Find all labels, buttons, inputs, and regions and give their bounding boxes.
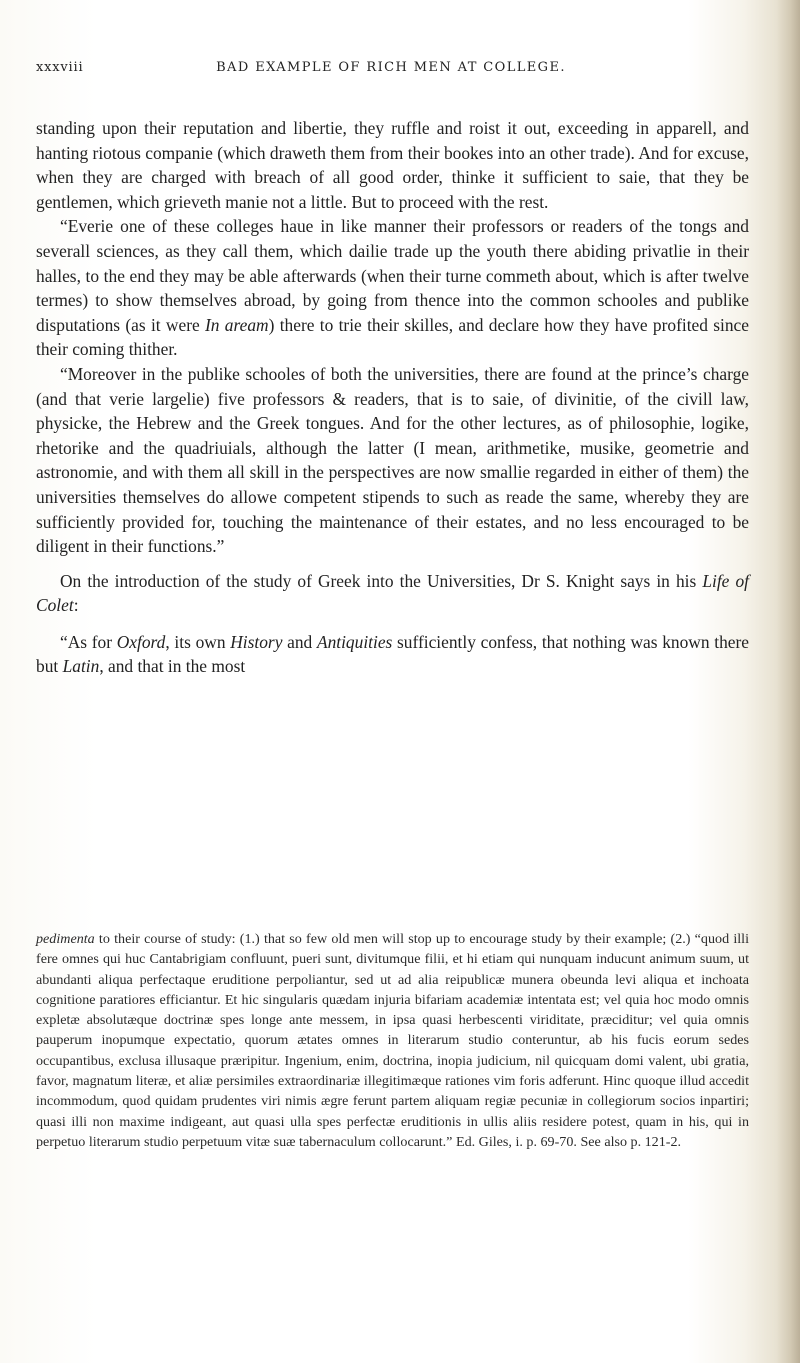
page-number: xxxviii [36,60,84,75]
paragraph-4-text-b: : [73,595,79,616]
paragraph-5 [36,630,749,679]
paragraph-2 [36,214,749,362]
footnote-italic-lead: pedimenta [36,931,95,947]
footnote-text: to their course of study: (1.) that so few old men will stop up to encourage study by their example; (2.) “quod illi fere omnes qui huc Cantabrigiam confluunt, pueri sunt, divitumque filii, et hi etiam qui nunquam inducunt animum suum, ut abundanti aliqua perfectaque eruditione perpoliantur, sed ut ad alia reipublicæ munera obeunda levi aliqua et inchoata cognitione paratiores efficiantur. Et hic singularis quædam injuria bifariam academiæ intentata est; vel quia hoc modo omnis expletæ absolutæque doctrinæ spes longe ante messem, in ipsa quasi herbescenti viriditate, præciditur; vel quia omnis pauperum inopumque expectatio, quorum ætates omnes in literarum studio conteruntur, ab his fucis eorum sedes occupantibus, exclusa illusaque præripitur. Ingenium, enim, doctrina, inopia judicium, nil quicquam domi valent, ubi gratia, favor, magnatum literæ, et aliæ persimiles extraordinariæ illegitimæque rationes vim foris adferunt. Hinc quoque illud accedit incommodum, quod quidam prudentes viri nimis ægre ferunt partem aliquam regiæ pecuniæ in collegiorum socios inpartiri; quasi illi non maxime indigeant, aut quasi ulla spes perfectæ eruditionis in ullis aliis residere potest, quam in his, qui in perpetuo literarum studio perpetuum vitæ suæ tabernaculum collocarunt.” Ed. Giles, i. p. 69-70. See also p. 121-2. [36,931,749,1150]
p5-d: sufficiently confess, that nothing was known there but [36,631,750,677]
paragraph-4-italic: Life of Colet [36,570,749,616]
p5-a: “As for [60,631,117,652]
p5-oxford: Oxford [116,631,166,652]
paragraph-3: “Moreover in the publike schooles of both the universities, there are found at the prince’s charge (and that verie largelie) five professors & readers, that is to saie, of divinitie, of the civill law, physicke, the Hebrew and the Greek tongues. And for the other lectures, as of philosophie, logike, rhetorike and the quadriuials, although the latter (I mean, arithmetike, musike, geometrie and astronomie, and with them all skill in the perspectives are now smallie regarded in either of them) the universities themselves do allowe competent stipends to such as reade the same, whereby they are sufficiently provided for, touching the maintenance of their estates, and no less encouraged to be diligent in their functions.” [36,363,749,557]
p5-c: and [282,631,317,652]
paragraph-4-text-a: On the introduction of the study of Greek into the Universities, Dr S. Knight says in his [60,570,703,591]
paragraph-2-text-a: “Everie one of these colleges haue in like manner their professors or readers of the tongs and severall sciences, as they call them, which dailie trade up the youth there abiding privatlie in their halles, to the end they may be able afterwards (when their turne commeth about, which is after twelve termes) to show themselves abroad, by going from thence into the common schooles and publike disputations (as it were [36,216,749,335]
main-text [36,116,749,679]
page-edge-shadow [776,0,800,1363]
page-header [36,60,746,82]
footnote-paragraph [36,929,749,1152]
p5-e: , and that in the most [99,656,246,677]
p5-antiquities: Antiquities [316,631,393,652]
p5-history: History [230,631,283,652]
p5-b: , its own [165,631,231,652]
footnote [36,929,749,1152]
paragraph-2-text-b: ) there to trie their skilles, and declare how they have profited since their coming thither. [36,314,749,360]
paragraph-4 [36,569,749,618]
paragraph-1: standing upon their reputation and libertie, they ruffle and roist it out, exceeding in apparell, and hanting riotous companie (which draweth them from their bookes into an other trade). And for excuse, when they are charged with breach of all good order, thinke it sufficient to saie, that they be gentlemen, which grieveth manie not a little. But to proceed with the rest. [36,118,749,212]
paragraph-2-italic: In aream [205,314,269,335]
p5-latin: Latin [62,656,100,677]
running-title: BAD EXAMPLE OF RICH MEN AT COLLEGE. [216,60,566,75]
